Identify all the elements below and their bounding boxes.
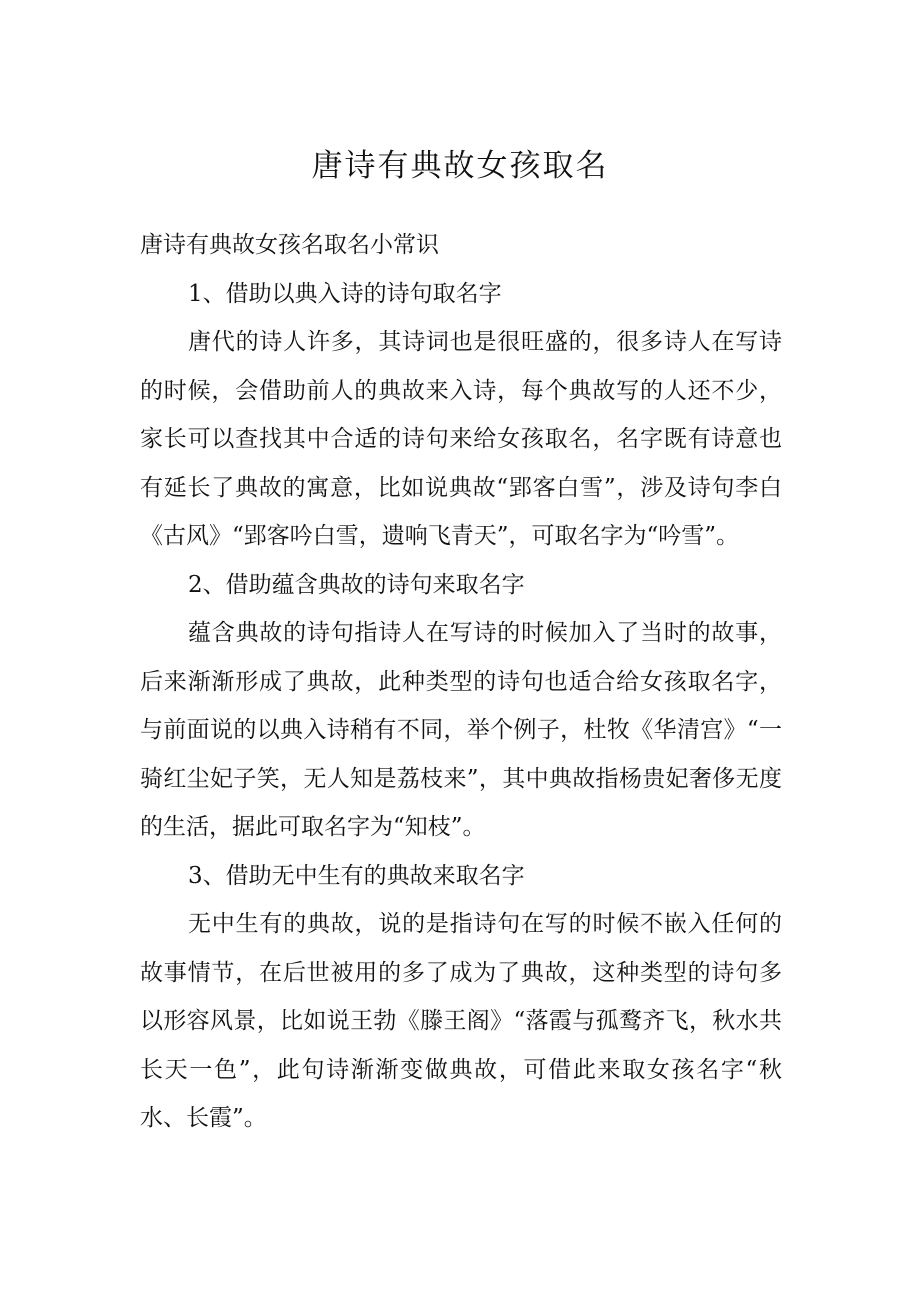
document-body	[140, 221, 782, 1143]
section-heading-1: 1、借助以典入诗的诗句取名字	[188, 280, 502, 307]
section-paragraph-2: 蕴含典故的诗句指诗人在写诗的时候加入了当时的故事，后来渐渐形成了典故，此种类型的诗句也适合给女孩取名字，与前面说的以典入诗稍有不同，举个例子，杜牧《华清宫》“一骑红尘妃子笑，无人知是荔枝来”，其中典故指杨贵妃奢侈无度的生活，据此可取名字为“知枝”。	[140, 620, 782, 840]
page-title: 唐诗有典故女孩取名	[311, 148, 609, 184]
section-heading-3: 3、借助无中生有的典故来取名字	[188, 862, 525, 889]
section-paragraph-1: 唐代的诗人许多，其诗词也是很旺盛的，很多诗人在写诗的时候，会借助前人的典故来入诗，每个典故写的人还不少，家长可以查找其中合适的诗句来给女孩取名，名字既有诗意也有延长了典故的寓意，比如说典故“郢客白雪”，涉及诗句李白《古风》“郢客吟白雪，遗响飞青天”，可取名字为“吟雪”。	[140, 329, 782, 549]
section-paragraph-3: 无中生有的典故，说的是指诗句在写的时候不嵌入任何的故事情节，在后世被用的多了成为了典故，这种类型的诗句多以形容风景，比如说王勃《滕王阁》“落霞与孤鹜齐飞，秋水共长天一色”，此句诗渐渐变做典故，可借此来取女孩名字“秋水、长霞”。	[140, 911, 782, 1131]
document-subtitle: 唐诗有典故女孩名取名小常识	[140, 232, 439, 258]
section-heading-2: 2、借助蕴含典故的诗句来取名字	[188, 571, 525, 598]
